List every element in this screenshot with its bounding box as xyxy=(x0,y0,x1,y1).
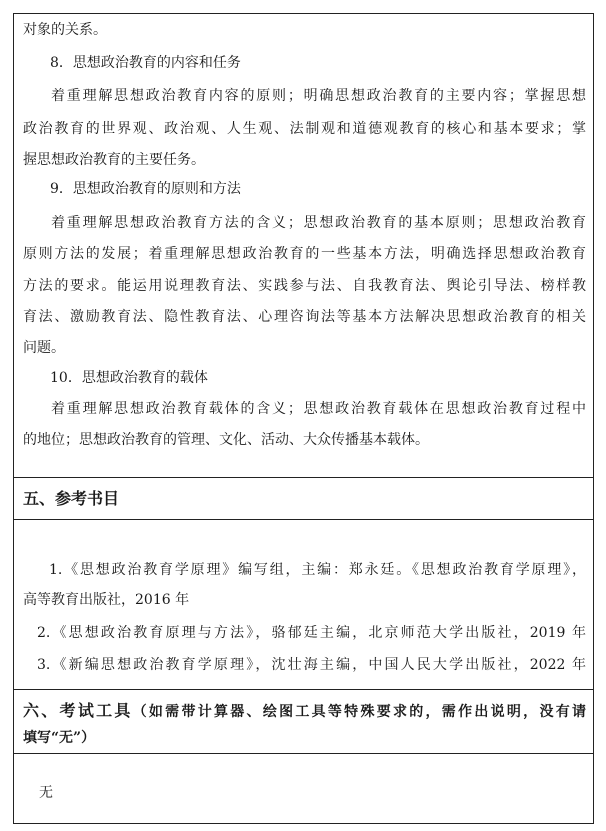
item-8-line-3: 握思想政治教育的主要任务。 xyxy=(23,152,205,168)
section-6-note: （如需带计算器、绘图工具等特殊要求的，需作出说明，没有请 xyxy=(132,704,586,720)
book-3: 3.《新编思想政治教育学原理》，沈壮海主编，中国人民大学出版社，2022 年 xyxy=(37,657,586,673)
item-10-title: 10．思想政治教育的载体 xyxy=(50,370,208,386)
item-10-line-2: 的地位；思想政治教育的管理、文化、活动、大众传播基本载体。 xyxy=(23,432,429,448)
item-8-title: 8．思想政治教育的内容和任务 xyxy=(50,55,241,71)
section-5-heading: 五、参考书目 xyxy=(23,489,120,508)
section-6-content xyxy=(14,753,593,823)
section-5-header xyxy=(14,477,593,520)
item-10-line-1: 着重理解思想政治教育载体的含义；思想政治教育载体在思想政治教育过程中 xyxy=(51,401,586,417)
item-8-line-2: 政治教育的世界观、政治观、人生观、法制观和道德观教育的核心和基本要求；掌 xyxy=(23,121,586,137)
item-9-line-3: 方法的要求。能运用说理教育法、实践参与法、自我教育法、舆论引导法、榜样教 xyxy=(23,278,586,294)
item-9-line-1: 着重理解思想政治教育方法的含义；思想政治教育的基本原则；思想政治教育 xyxy=(51,215,586,231)
section-4-content xyxy=(14,14,593,477)
book-2: 2.《思想政治教育原理与方法》，骆郁廷主编，北京师范大学出版社，2019 年 xyxy=(37,625,586,641)
item-9-line-2: 原则方法的发展；着重理解思想政治教育的一些基本方法，明确选择思想政治教育 xyxy=(23,246,586,262)
section-6-heading: 六、考试工具 xyxy=(23,701,133,720)
section-6-heading-line-1 xyxy=(23,701,586,722)
item-9-title: 9．思想政治教育的原则和方法 xyxy=(50,181,241,197)
continued-text: 对象的关系。 xyxy=(23,22,107,38)
book-1-line-2: 高等教育出版社，2016 年 xyxy=(23,592,190,608)
item-8-line-1: 着重理解思想政治教育内容的原则；明确思想政治教育的主要内容；掌握思想 xyxy=(51,88,586,104)
exam-tools-answer: 无 xyxy=(39,785,53,801)
section-5-content xyxy=(14,519,593,690)
section-6-header xyxy=(14,689,593,754)
item-9-line-4: 育法、激励教育法、隐性教育法、心理咨询法等基本方法解决思想政治教育的相关 xyxy=(23,309,586,325)
syllabus-table xyxy=(13,13,594,824)
book-1-line-1: 1.《思想政治教育学原理》编写组，主编：郑永廷。《思想政治教育学原理》， xyxy=(49,562,586,578)
item-9-line-5: 问题。 xyxy=(23,340,65,356)
section-6-note-line-2: 填写“无”） xyxy=(23,730,96,746)
